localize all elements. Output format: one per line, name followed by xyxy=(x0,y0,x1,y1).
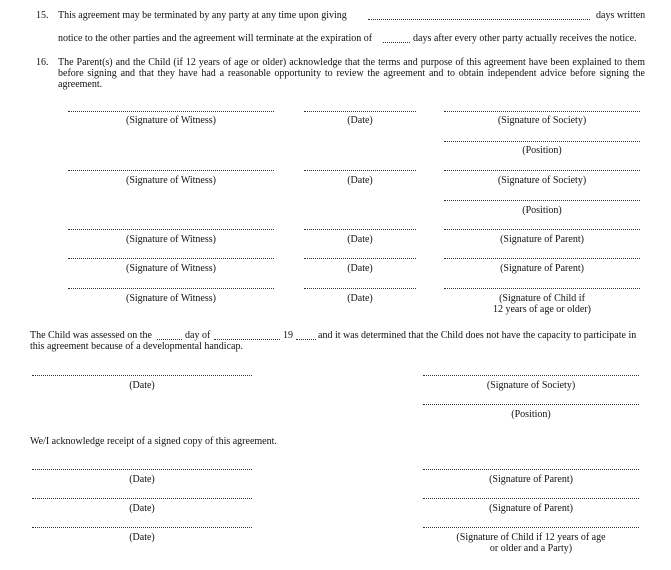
date-line-3[interactable] xyxy=(304,229,416,230)
date-label-1: (Date) xyxy=(347,115,373,126)
parent-signature-label-2: (Signature of Parent) xyxy=(500,263,584,274)
child-signature-label-1a: (Signature of Child if xyxy=(499,293,585,304)
receipt-child-signature-label-b: or older and a Party) xyxy=(489,543,573,554)
date-label-3: (Date) xyxy=(347,234,373,245)
society-signature-line-2[interactable] xyxy=(444,170,640,171)
clause-15-line-1-text: This agreement may be terminated by any party at any time upon giving xyxy=(58,10,347,21)
receipt-child-signature-line[interactable] xyxy=(423,527,639,528)
assessment-text-2: day of xyxy=(185,330,211,341)
assessment-society-signature-label: (Signature of Society) xyxy=(486,380,576,391)
receipt-parent-signature-line-2[interactable] xyxy=(423,498,639,499)
receipt-parent-signature-line-1[interactable] xyxy=(423,469,639,470)
child-signature-line-1[interactable] xyxy=(444,288,640,289)
witness-signature-label-1: (Signature of Witness) xyxy=(126,115,216,126)
witness-signature-line-3[interactable] xyxy=(68,229,274,230)
assessment-text-line-2: this agreement because of a developmental handicap. xyxy=(30,341,243,352)
position-line-2[interactable] xyxy=(444,200,640,201)
assessment-text-1: The Child was assessed on the xyxy=(30,330,152,341)
assessment-text-4: and it was determined that the Child does not have the capacity to participate in xyxy=(318,330,637,341)
date-label-4: (Date) xyxy=(347,263,373,274)
expiration-days-blank[interactable] xyxy=(383,42,410,43)
assessment-text-3: 19 xyxy=(283,330,293,341)
date-line-4[interactable] xyxy=(304,258,416,259)
society-signature-label-2: (Signature of Society) xyxy=(497,175,587,186)
clause-15-line-2-text: notice to the other parties and the agreement will terminate at the expiration of xyxy=(58,33,373,44)
receipt-date-line-3[interactable] xyxy=(32,527,252,528)
receipt-parent-signature-label-1: (Signature of Parent) xyxy=(489,474,573,485)
receipt-parent-signature-label-2: (Signature of Parent) xyxy=(489,503,573,514)
receipt-acknowledgement: We/I acknowledge receipt of a signed copy of this agreement. xyxy=(30,436,277,447)
clause-16-number: 16. xyxy=(36,57,49,68)
assessment-position-label: (Position) xyxy=(511,409,551,420)
date-label-2: (Date) xyxy=(347,175,373,186)
witness-signature-label-3: (Signature of Witness) xyxy=(126,234,216,245)
assessment-position-line[interactable] xyxy=(423,404,639,405)
position-label-1: (Position) xyxy=(522,145,562,156)
witness-signature-label-5: (Signature of Witness) xyxy=(126,293,216,304)
termination-notice-days-blank[interactable] xyxy=(368,19,590,20)
receipt-date-label-3: (Date) xyxy=(129,532,155,543)
assessment-date-label: (Date) xyxy=(129,380,155,391)
receipt-date-label-2: (Date) xyxy=(129,503,155,514)
date-line-1[interactable] xyxy=(304,111,416,112)
assessment-year-blank[interactable] xyxy=(296,339,316,340)
witness-signature-label-4: (Signature of Witness) xyxy=(126,263,216,274)
witness-signature-label-2: (Signature of Witness) xyxy=(126,175,216,186)
society-signature-label-1: (Signature of Society) xyxy=(497,115,587,126)
date-label-5: (Date) xyxy=(347,293,373,304)
clause-16-text: The Parent(s) and the Child (if 12 years of age or older) acknowledge that the terms and purpose of this agreement have been explained to them before signing and that they have had a reasonable opportunity to review the agreement and to obtain independent advice before signing the agreement. xyxy=(58,57,645,90)
witness-signature-line-5[interactable] xyxy=(68,288,274,289)
clause-15-line-2-end: days after every other party actually receives the notice. xyxy=(413,33,637,44)
witness-signature-line-4[interactable] xyxy=(68,258,274,259)
parent-signature-line-1[interactable] xyxy=(444,229,640,230)
position-line-1[interactable] xyxy=(444,141,640,142)
child-signature-label-1b: 12 years of age or older) xyxy=(492,304,591,315)
assessment-day-blank[interactable] xyxy=(157,339,182,340)
parent-signature-line-2[interactable] xyxy=(444,258,640,259)
receipt-date-line-2[interactable] xyxy=(32,498,252,499)
position-label-2: (Position) xyxy=(522,205,562,216)
receipt-date-label-1: (Date) xyxy=(129,474,155,485)
witness-signature-line-2[interactable] xyxy=(68,170,274,171)
receipt-date-line-1[interactable] xyxy=(32,469,252,470)
receipt-child-signature-label-a: (Signature of Child if 12 years of age xyxy=(456,532,606,543)
date-line-2[interactable] xyxy=(304,170,416,171)
date-line-5[interactable] xyxy=(304,288,416,289)
clause-15-number: 15. xyxy=(36,10,49,21)
assessment-date-line[interactable] xyxy=(32,375,252,376)
society-signature-line-1[interactable] xyxy=(444,111,640,112)
assessment-society-signature-line[interactable] xyxy=(423,375,639,376)
assessment-month-blank[interactable] xyxy=(214,339,280,340)
parent-signature-label-1: (Signature of Parent) xyxy=(500,234,584,245)
witness-signature-line-1[interactable] xyxy=(68,111,274,112)
clause-15-line-1-end: days written xyxy=(596,10,646,21)
